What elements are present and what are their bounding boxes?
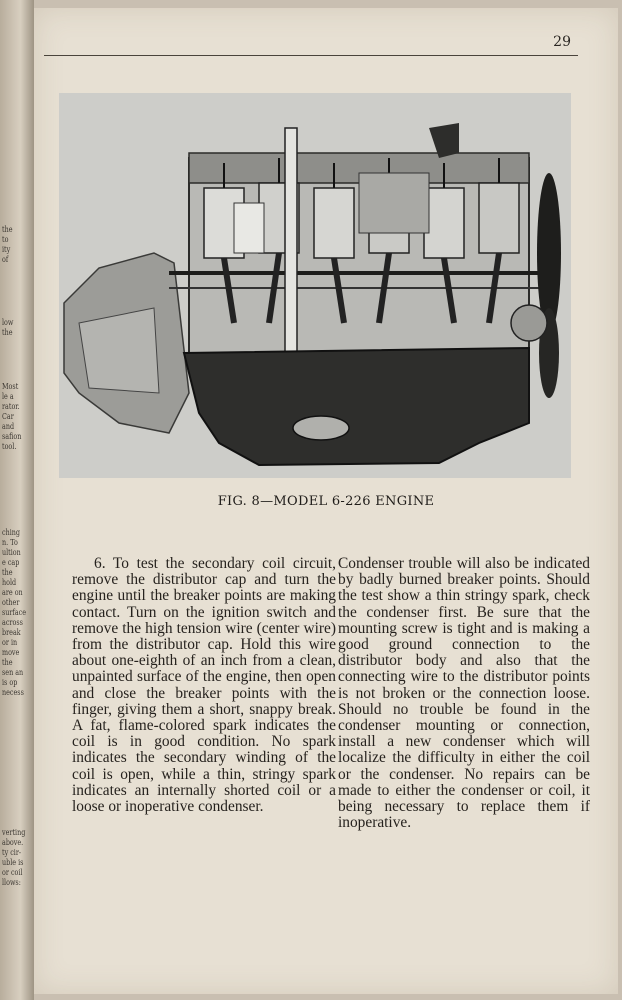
figure-caption: FIG. 8—MODEL 6-226 ENGINE (217, 494, 435, 509)
previous-page-edge (0, 0, 34, 1000)
previous-page-text: ching n. To ultion e cap the hold are on other surface across break or in move the sen an is op necess (2, 528, 27, 697)
right-column-paragraph: Condenser trouble will also be indicated by badly burned breaker points. Should the test show a thin stringy spark, check the condenser first. Be sure that the mounting screw is tight and is making a good ground connection to the distributor body and also that the connecting wire to the distributor points is not broken or the connection loose. Should no trouble be found in the condenser mounting or connection, install a new condenser which will localize the difficulty in either the coil or the condenser. No repairs can be made to either the condenser or coil, it being necessary to replace them if inoperative. (338, 555, 590, 832)
left-column-paragraph: 6. To test the secondary coil circuit, remove the distributor cap and turn the engine until the breaker points are making contact. Turn on the ignition switch and remove the high tension wire (center wire) from the distributor cap. Hold this wire about one-eighth of an inch from a clean, unpainted surface of the engine, then open and close the breaker points with the finger, giving them a short, snappy break. A fat, flame-colored spark indicates the coil is in good condition. No spark indicates the secondary winding of the coil is open, while a thin, stringy spark indicates an internally shorted coil or a loose or inoperative condenser. (72, 555, 336, 816)
previous-page-text: the to ity of (2, 225, 13, 264)
header-rule (44, 55, 578, 56)
page-number: 29 (553, 34, 571, 50)
book-page (34, 8, 618, 994)
previous-page-text: verting above. ty cir- uble is or coil llows: (2, 828, 26, 887)
right-column (338, 556, 590, 831)
engine-illustration (59, 93, 571, 478)
previous-page-text: Most le a rator. Car and safion tool. (2, 382, 22, 451)
previous-page-text: low the (2, 318, 14, 337)
left-column (72, 556, 336, 815)
